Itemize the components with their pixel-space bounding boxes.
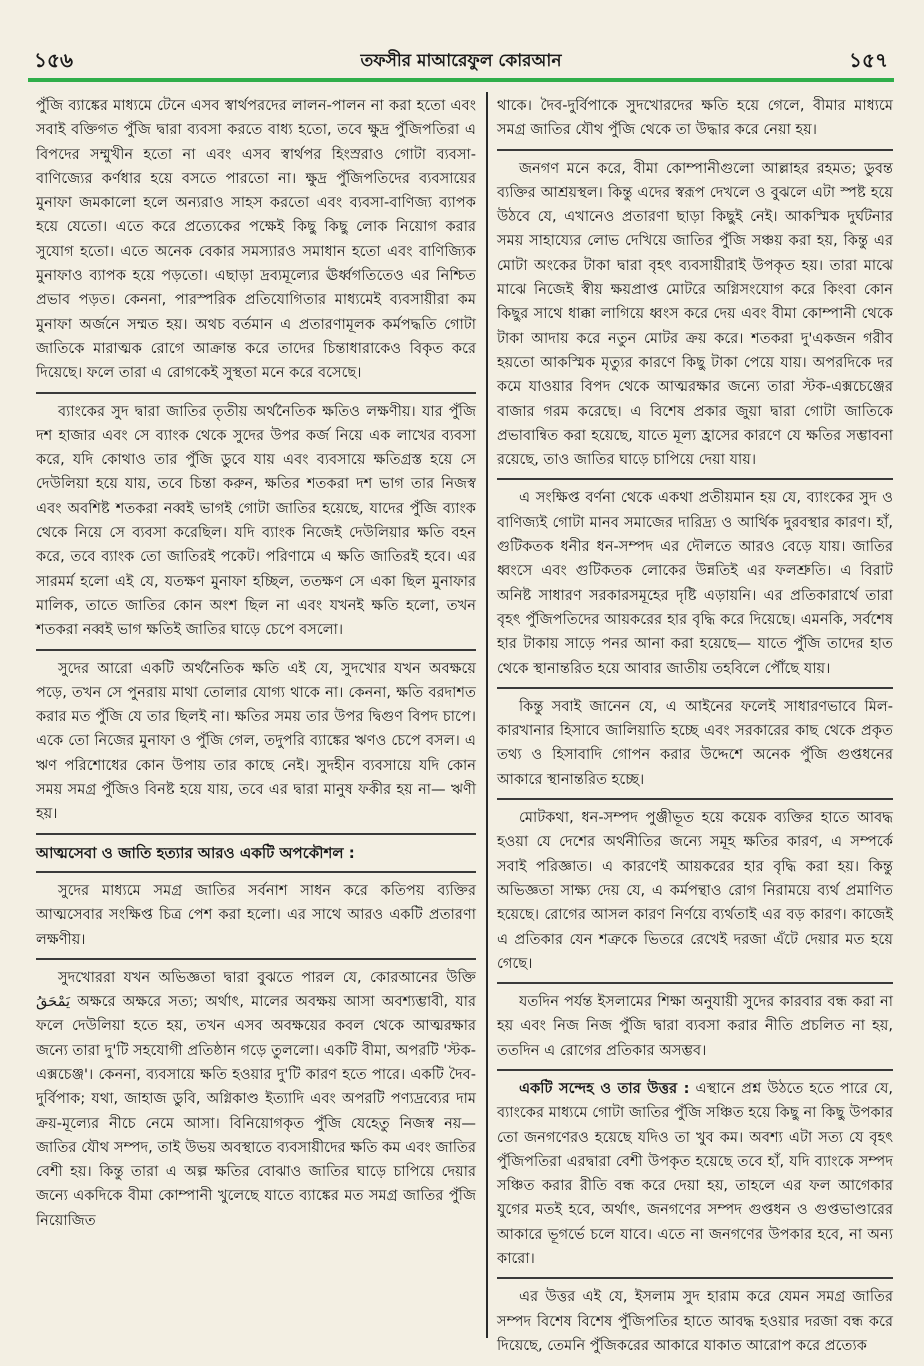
paragraph: ব্যাংকের সুদ দ্বারা জাতির তৃতীয় অর্থনৈতিক ক্ষতিও লক্ষণীয়। যার পুঁজি দশ হাজার এবং সে ব্যাংক থেকে সুদের উপর কর্জ নিয়ে এক লাখের ব্যবসা করে, যদি কোথাও তার পুঁজি ডুবে যায় এবং ব্যবসায়ে ক্ষতিগ্রস্ত হয়ে সে দেউলিয়া হয়ে যায়, তবে চিন্তা করুন, ক্ষতির শতকরা দশ ভাগ তার নিজস্ব এবং অবশিষ্ট শতকরা নব্বই ভাগই গোটা জাতির হয়েছে, যাদের পুঁজি ব্যাংক থেকে নিয়ে সে ব্যবসা করেছিল। যদি ব্যাংক নিজেই দেউলিয়ার ক্ষতি বহন করে, তবে ব্যাংক তো জাতিরই পকেট। পরিণামে এ ক্ষতি জাতিরই হবে। এর সারমর্ম হলো এই যে, যতক্ষণ মুনাফা হচ্ছিল, ততক্ষণ সে একা ছিল মুনাফার মালিক, তাতে জাতির কোন অংশ ছিল না এবং যখনই ক্ষতি হলো, তখন শতকরা নব্বই ভাগ ক্ষতিই জাতির ঘাড়ে চেপে বসলো। (36, 402, 476, 639)
paragraph-separator (36, 833, 476, 835)
paragraph: জনগণ মনে করে, বীমা কোম্পানীগুলো আল্লাহর রহমত; ডুবন্ত ব্যক্তির আশ্রয়স্থল। কিন্তু এদের স্বরূপ দেখলে ও বুঝলে এটা স্পষ্ট হয়ে উঠবে যে, এখানেও প্রতারণা ছাড়া কিছুই নেই। আকস্মিক দুর্ঘটনার সময় সাহায্যের লোভ দেখিয়ে জাতির পুঁজি সঞ্চয় করা হয়, কিন্তু এর মোটা অংকের টাকা দ্বারা বৃহৎ ব্যবসায়ীরাই উপকৃত হয়। তারা মাঝে মাঝে নিজেই স্বীয় ক্ষয়প্রাপ্ত মোটরে অগ্নিসংযোগ করে কিংবা কোন কিছুর সাথে ধাক্কা লাগিয়ে ধ্বংস করে দেয় এবং বীমা কোম্পানী থেকে টাকা আদায় করে নতুন মোটর ক্রয় করে। শতকরা দু'একজন গরীব হয়তো আকস্মিক মৃত্যুর কারণে কিছু টাকা পেয়ে যায়। অপরদিকে দর কমে যাওয়ার বিপদ থেকে আত্মরক্ষার জন্যে তারা স্টক-এক্সচেঞ্জের বাজার গরম করেছে। এ বিশেষ প্রকার জুয়া দ্বারা গোটা জাতিকে প্রভাবান্বিত করা হয়েছে, যাতে মূল্য হ্রাসের কারণে যে ক্ষতির সম্ভাবনা রয়েছে, তাও জাতির ঘাড়ে চাপিয়ে দেয়া যায়। (497, 159, 893, 469)
paragraph: কিন্তু সবাই জানেন যে, এ আইনের ফলেই সাধারণভাবে মিল-কারখানার হিসাবে জালিয়াতি হচ্ছে এবং সরকারের কাছ থেকে প্রকৃত তথ্য ও হিসাবাদি গোপন করার উদ্দেশে অনেক পুঁজি গুপ্তধনের আকারে স্থানান্তরিত হচ্ছে। (497, 697, 893, 788)
paragraph: থাকে। দৈব-দুর্বিপাকে সুদখোরদের ক্ষতি হয়ে গেলে, বীমার মাধ্যমে সমগ্র জাতির যৌথ পুঁজি থেকে তা উদ্ধার করে নেয়া হয়। (497, 97, 893, 139)
paragraph-separator (497, 1069, 893, 1071)
header-rule (28, 78, 894, 82)
paragraph-separator (497, 149, 893, 151)
paragraph: মোটকথা, ধন-সম্পদ পুঞ্জীভূত হয়ে কয়েক ব্যক্তির হাতে আবদ্ধ হওয়া যে দেশের অর্থনীতির জন্যে সমূহ ক্ষতির কারণ, এ সম্পর্কে সবাই পরিজ্ঞাত। এ কারণেই আয়করের হার বৃদ্ধি করা হয়। কিন্তু অভিজ্ঞতা সাক্ষ্য দেয় যে, এ কর্মপন্থাও রোগ নিরাময়ে ব্যর্থ প্রমাণিত হয়েছে। রোগের আসল কারণ নির্ণয়ে ব্যর্থতাই এর বড় কারণ। কাজেই এ প্রতিকার যেন শত্রুকে ভিতরে রেখেই দরজা এঁটে দেয়ার মত হয়ে গেছে। (497, 809, 893, 972)
question-heading: একটি সন্দেহ ও তার উত্তর : (519, 1079, 690, 1097)
page-header (28, 40, 894, 80)
paragraph-separator (497, 687, 893, 689)
section-heading: আত্মসেবা ও জাতি হত্যার আরও একটি অপকৌশল : (36, 843, 355, 862)
paragraph-separator (497, 478, 893, 480)
page-number-left: ১৫৬ (34, 48, 73, 72)
paragraph-separator (36, 392, 476, 394)
paragraph (497, 1077, 893, 1271)
paragraph: সুদের মাধ্যমে সমগ্র জাতির সর্বনাশ সাধন করে কতিপয় ব্যক্তির আত্মসেবার সংক্ষিপ্ত চিত্র পেশ করা হলো। এর সাথে আরও একটি প্রতারণা লক্ষণীয়। (36, 881, 476, 948)
running-title: তফসীর মাআরেফুল কোরআন (360, 51, 562, 71)
paragraph-separator (36, 649, 476, 651)
paragraph: এর উত্তর এই যে, ইসলাম সুদ হারাম করে যেমন সমগ্র জাতির সম্পদ বিশেষ বিশেষ পুঁজিপতির হাতে আবদ্ধ হওয়ার দরজা বন্ধ করে দিয়েছে, তেমনি পুঁজিকরের আকারে যাকাত আরোপ করে প্রত্যেক (497, 1288, 893, 1354)
paragraph: সুদের আরো একটি অর্থনৈতিক ক্ষতি এই যে, সুদখোর যখন অবক্ষয়ে পড়ে, তখন সে পুনরায় মাথা তোলার যোগ্য থাকে না। কেননা, ক্ষতি বরদাশত করার মত পুঁজি যে তার ছিলই না। ক্ষতির সময় তার উপর দ্বিগুণ বিপদ চাপে। একে তো নিজের মুনাফা ও পুঁজি গেল, তদুপরি ব্যাঙ্কের ঋণও চেপে বসল। এ ঋণ পরিশোধের কোন উপায় তার কাছে নেই। সুদহীন ব্যবসায়ে যদি কোন সময় সমগ্র পুঁজিও বিনষ্ট হয়ে যায়, তবে এর দ্বারা মানুষ ফকীর হয় না— ঋণী হয়। (36, 659, 476, 823)
paragraph-separator (497, 982, 893, 984)
right-column (497, 94, 893, 1354)
paragraph: পুঁজি ব্যাঙ্কের মাধ্যমে টেনে এসব স্বার্থপরদের লালন-পালন না করা হতো এবং সবাই বক্তিগত পুঁজি দ্বারা ব্যবসা করতে বাধ্য হতো, তবে ক্ষুদ্র পুঁজিপতিরা এ বিপদের সম্মুখীন হতো না এবং এসব স্বার্থপর হিংস্ররাও গোটা ব্যবসা-বাণিজ্যের কর্ণধার হয়ে বসতে পারতো না। ক্ষুদ্র পুঁজিপতিদের ব্যবসায়ের মুনাফা জমকালো হলে অন্যরাও সাহস করতো এবং ব্যবসা-বাণিজ্য ব্যাপক হয়ে যেতো। এতে করে প্রত্যেকের পক্ষেই কিছু কিছু লোক নিয়োগ করার সুযোগ হতো। এতে অনেক বেকার সমস্যারও সমাধান হতো এবং বাণিজ্যিক মুনাফাও ব্যাপক হয়ে পড়তো। এছাড়া দ্রব্যমূল্যের ঊর্ধ্বগতিতেও এর নিশ্চিত প্রভাব পড়ত। কেননা, পারস্পরিক প্রতিযোগিতার মাধ্যমেই ব্যবসায়ীরা কম মুনাফা অর্জনে সম্মত হয়। অথচ বর্তমান এ প্রতারণামূলক কর্মপদ্ধতি গোটা জাতিকে মারাত্মক রোগে আক্রান্ত করে তাদের চিন্তাধারাকেও বিকৃত করে দিয়েছে। ফলে তারা এ রোগকেই সুস্থতা মনে করে বসেছে। (36, 97, 476, 382)
paragraph: যতদিন পর্যন্ত ইসলামের শিক্ষা অনুযায়ী সুদের কারবার বন্ধ করা না হয় এবং নিজ নিজ পুঁজি দ্বারা ব্যবসা করার নীতি প্রচলিত না হয়, ততদিন এ রোগের প্রতিকার অসম্ভব। (497, 993, 893, 1059)
paragraph: এ সংক্ষিপ্ত বর্ণনা থেকে একথা প্রতীয়মান হয় যে, ব্যাংকের সুদ ও বাণিজ্যই গোটা মানব সমাজের দারিদ্র্য ও আর্থিক দুরবস্থার কারণ। হাঁ, গুটিকতক ধনীর ধন-সম্পদ এর দৌলতে আরও বেড়ে যায়। জাতির ধ্বংসে এবং গুটিকতক লোকের উন্নতিই এর ফলশ্রুতি। এ বিরাট অনিষ্ট সাধারণ সরকারসমূহের দৃষ্টি এড়ায়নি। এর প্রতিকারার্থে তারা বৃহৎ পুঁজিপতিদের আয়করের হার বৃদ্ধি করে দিয়েছে। এমনকি, সর্বশেষ হার টাকায় সাড়ে পনর আনা করা হয়েছে— যাতে পুঁজি তাদের হাত থেকে স্থানান্তরিত হয়ে আবার জাতীয় তহবিলে পৌঁছে যায়। (497, 489, 893, 677)
paragraph-separator (497, 798, 893, 800)
column-divider (486, 92, 488, 1338)
paragraph-separator (36, 958, 476, 960)
page-number-right: ১৫৭ (849, 48, 888, 72)
paragraph-separator (36, 871, 476, 873)
paragraph: সুদখোররা যখন অভিজ্ঞতা দ্বারা বুঝতে পারল যে, কোরআনের উক্তি يَمْحَقُ অক্ষরে অক্ষরে সত্য; অর্থাৎ, মালের অবক্ষয় আসা অবশ্যম্ভাবী, যার ফলে দেউলিয়া হতে হয়, তখন এসব অবক্ষয়ের কবল থেকে আত্মরক্ষার জন্যে তারা দু'টি সহযোগী প্রতিষ্ঠান গড়ে তুললো। একটি বীমা, অপরটি 'স্টক-এক্সচেঞ্জ'। কেননা, ব্যবসায়ে ক্ষতি হওয়ার দু'টি কারণ হতে পারে। একটি দৈব-দুর্বিপাক; যথা, জাহাজ ডুবি, অগ্নিকাণ্ড ইত্যাদি এবং অপরটি পণ্যদ্রব্যের দাম ক্রয়-মূল্যের নীচে নেমে আসা। বিনিয়োগকৃত পুঁজি যেহেতু নিজস্ব নয়— জাতির যৌথ সম্পদ, তাই উভয় অবস্থাতে ব্যবসায়ীদের ক্ষতি কম এবং জাতির বেশী হয়। কিন্তু তারা এ অল্প ক্ষতির বোঝাও জাতির ঘাড়ে চাপিয়ে দেয়ার জন্যে একদিকে বীমা কোম্পানী খুলেছে যাতে ব্যাঙ্কের মত সমগ্র জাতির পুঁজি নিয়োজিত (36, 968, 476, 1229)
left-column (36, 94, 476, 1344)
paragraph-body: এস্থানে প্রশ্ন উঠতে হতে পারে যে, ব্যাংকের মাধ্যমে গোটা জাতির পুঁজি সঞ্চিত হয়ে কিছু না কিছু উপকার তো জনগণেরও হয়েছে যদিও তা খুব কম। অবশ্য এটা সত্য যে বৃহৎ পুঁজিপতিরা এরদ্বারা বেশী উপকৃত হয়েছে তবে হাঁ, যদি ব্যাংকে সম্পদ সঞ্চিত করার রীতি বন্ধ করে দেয়া হয়, তাহলে এর ফল আগেকার যুগের মতই হবে, অর্থাৎ, জনগণের সম্পদ গুপ্তধন ও গুপ্তভাণ্ডারের আকারে ভূগর্ভে চলে যাবে। এতে না জনগণের উপকার হবে, না অন্য কারো। (497, 1079, 893, 1268)
paragraph-separator (497, 1277, 893, 1279)
